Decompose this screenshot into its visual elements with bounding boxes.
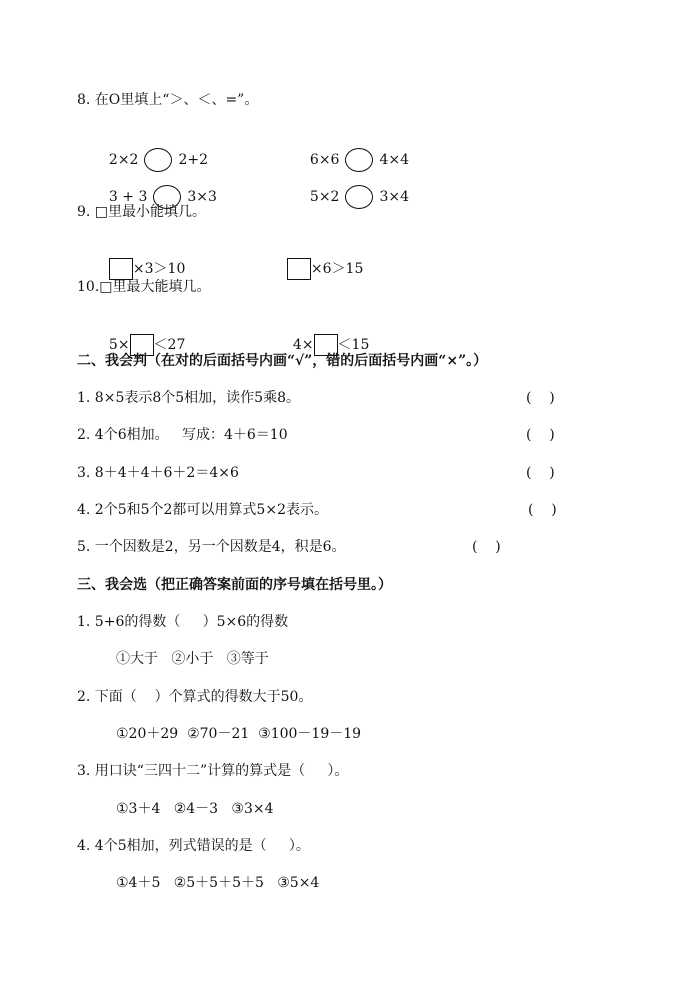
judge-answer-paren[interactable]: ( ) [526,427,555,443]
choice-options: ①20＋29 ②70－21 ③100－19－19 [116,726,362,742]
choice-options: ①4＋5 ②5＋5＋5＋5 ③5×4 [116,875,320,891]
choice-question: 4. 4个5相加，列式错误的是（ ）。 [77,838,310,854]
q9-item [100,238,185,280]
q10-pre: 5× [108,337,130,353]
judge-item-text: 5. 一个因数是2，另一个因数是4，积是6。 [77,539,346,555]
judge-item-text: 3. 8＋4＋4＋6＋2＝4×6 [77,465,239,481]
judge-answer-paren[interactable]: ( ) [472,539,501,555]
q9-title: 9. □里最小能填几。 [77,204,207,220]
choice-question: 3. 用口诀“三四十二”计算的算式是（ ）。 [77,763,349,779]
q10-item [100,314,185,356]
q10-item [284,314,369,356]
q8-expr-right: 4×4 [379,152,409,168]
q8-expr-right: 3×4 [379,189,409,205]
q8-expr-right: 2+2 [178,152,208,168]
choice-options: ①大于 ②小于 ③等于 [116,651,269,667]
q8-expr-left: 3 + 3 [108,189,148,205]
choice-question: 2. 下面（ ）个算式的得数大于50。 [77,689,313,705]
q9-item [278,238,363,280]
q10-post: ＜27 [153,337,186,353]
q10-pre: 4× [292,337,314,353]
q8-expr-left: 5×2 [309,189,340,205]
q9-expr: ×3＞10 [132,261,186,277]
q10-post: ＜15 [337,337,370,353]
judge-answer-paren[interactable]: ( ) [526,465,555,481]
q8-expr-left: 2×2 [108,152,139,168]
q8-title: 8. 在O里填上“＞、＜、=”。 [77,92,259,108]
section-3-title: 三、我会选（把正确答案前面的序号填在括号里。） [77,577,392,593]
choice-options: ①3＋4 ②4－3 ③3×4 [116,801,274,817]
q10-title: 10.□里最大能填几。 [77,279,211,295]
choice-question: 1. 5+6的得数（ ）5×6的得数 [77,614,289,630]
judge-item-text: 1. 8×5表示8个5相加，读作5乘8。 [77,390,300,406]
q8-expr-right: 3×3 [187,189,217,205]
q8-expr-left: 6×6 [309,152,340,168]
q9-expr: ×6＞15 [310,261,364,277]
section-2-title: 二、我会判（在对的后面括号内画“√”，错的后面括号内画“×”。） [77,353,488,369]
compare-circle[interactable] [345,185,373,209]
judge-answer-paren[interactable]: ( ) [528,502,557,518]
judge-item-text: 2. 4个6相加。 写成：4＋6＝10 [77,427,288,443]
q8-row [301,165,409,209]
judge-answer-paren[interactable]: ( ) [526,390,555,406]
judge-item-text: 4. 2个5和5个2都可以用算式5×2表示。 [77,502,328,518]
answer-box[interactable] [287,258,311,280]
